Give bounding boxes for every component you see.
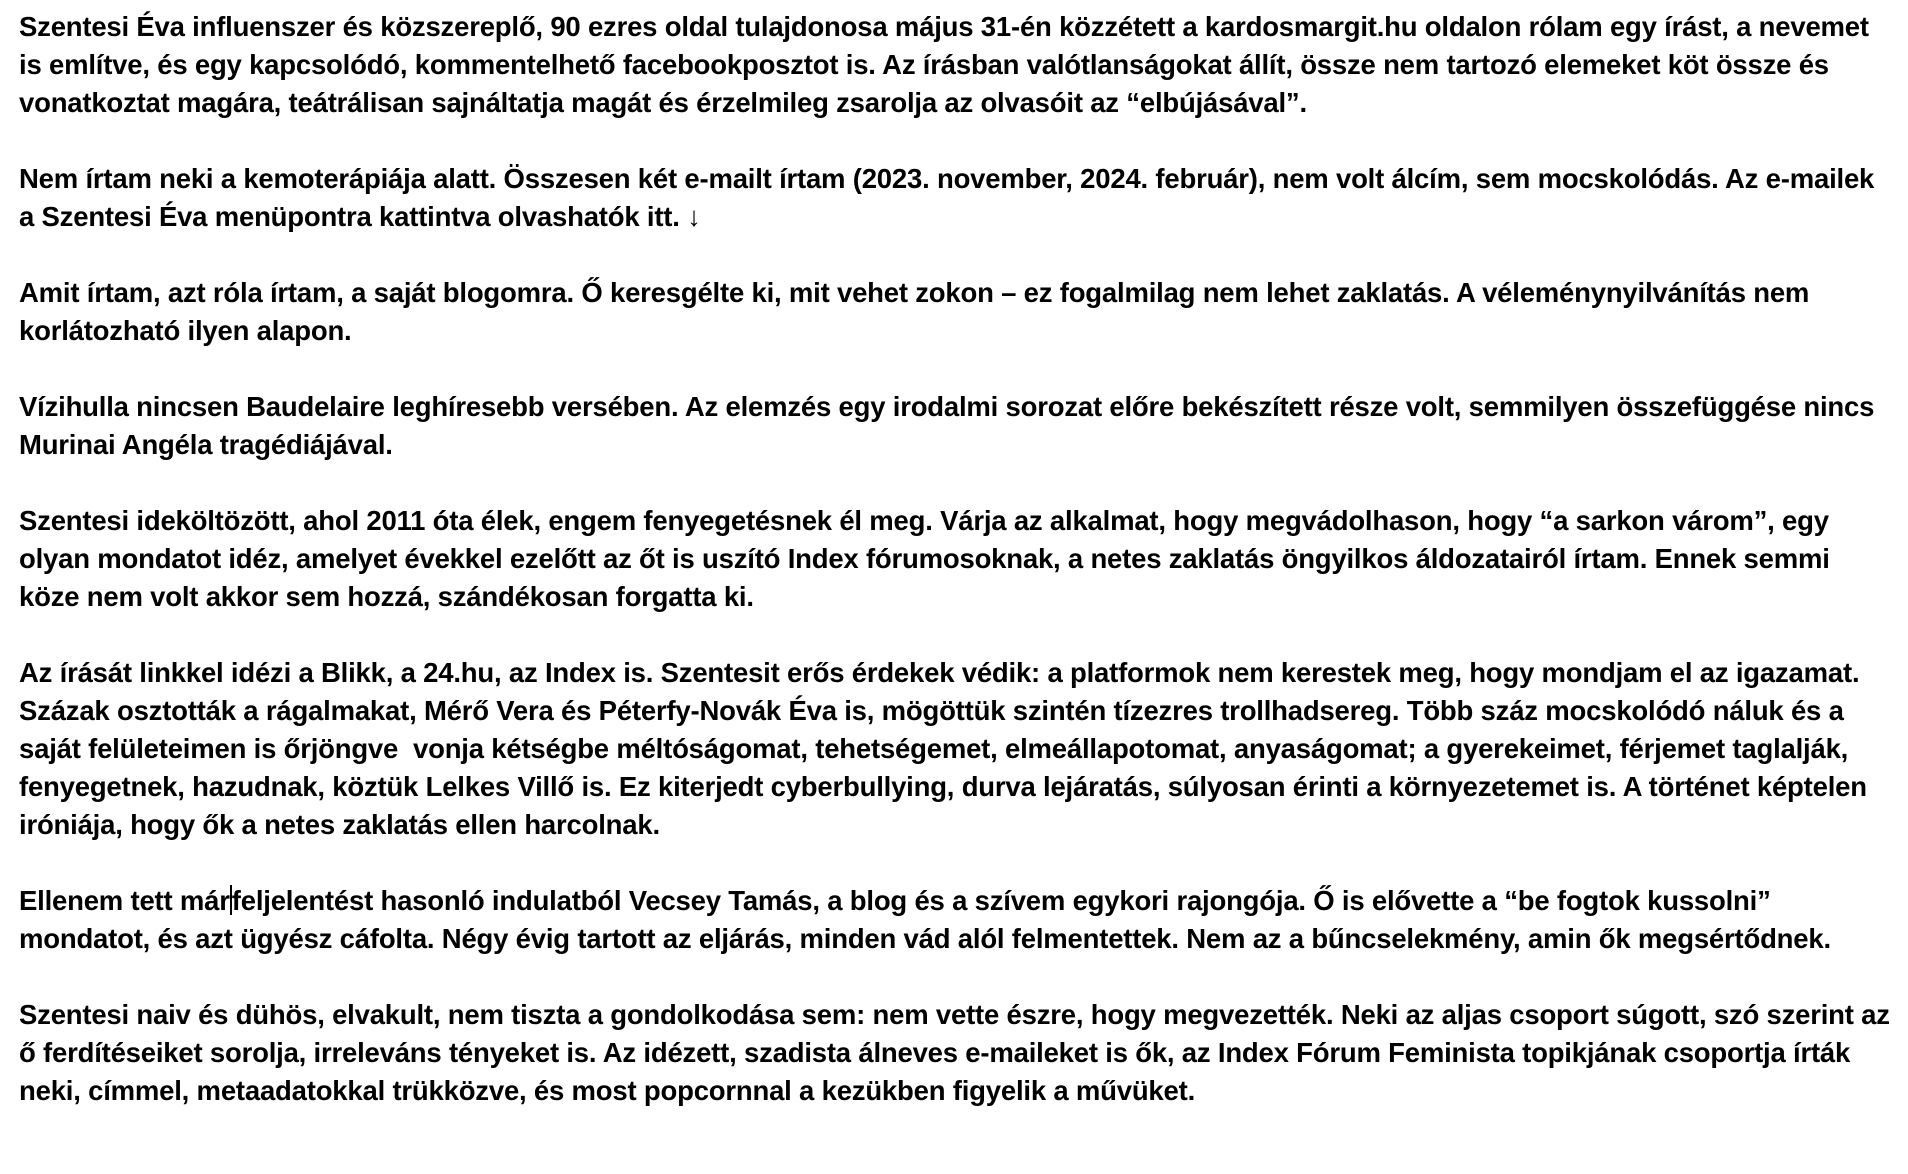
paragraph[interactable]: Amit írtam, azt róla írtam, a saját blogomra. Ő keresgélte ki, mit vehet zokon – ez fogalmilag nem lehet zaklatás. A véleménynyilvánítás nem korlátozható ilyen alapon. [19, 277, 1817, 346]
paragraph[interactable]: Nem írtam neki a kemoterápiája alatt. Összesen két e-mailt írtam (2023. november, 2024. február), nem volt álcím, sem mocskolódás. Az e-mailek a Szentesi Éva menüpontra kattintva olvashatók itt. ↓ [19, 163, 1882, 232]
paragraph[interactable]: Az írását linkkel idézi a Blikk, a 24.hu, az Index is. Szentesit erős érdekek védik: a platformok nem kerestek meg, hogy mondjam el az igazamat. Százak osztották a rágalmakat, Mérő Vera és Péterfy-Novák Éva is, mögöttük szintén tízezres trollhadsereg. Több száz mocskolódó náluk és a saját felületeimen is őrjöngve vonja kétségbe méltóságomat, tehetségemet, elmeállapotomat, anyaságomat; a gyerekeimet, férjemet taglalják, fenyegetnek, hazudnak, köztük Lelkes Villő is. Ez kiterjedt cyberbullying, durva lejáratás, súlyosan érinti a környezetemet is. A történet képtelen iróniája, hogy ők a netes zaklatás ellen harcolnak. [19, 657, 1875, 840]
paragraph[interactable]: Szentesi Éva influenszer és közszereplő, 90 ezres oldal tulajdonosa május 31-én közzétett a kardosmargit.hu oldalon rólam egy írást, a nevemet is említve, és egy kapcsolódó, kommentelhető facebookposztot is. Az írásban valótlanságokat állít, össze nem tartozó elemeket köt össze és vonatkoztat magára, teátrálisan sajnáltatja magát és érzelmileg zsarolja az olvasóit az “elbújásával”. [19, 11, 1877, 118]
paragraph-with-caret[interactable] [19, 882, 1892, 958]
paragraph[interactable]: Szentesi ideköltözött, ahol 2011 óta élek, engem fenyegetésnek él meg. Várja az alkalmat, hogy megvádolhason, hogy “a sarkon várom”, egy olyan mondatot idéz, amelyet évekkel ezelőtt az őt is uszító Index fórumosoknak, a netes zaklatás öngyilkos áldozatairól írtam. Ennek semmi köze nem volt akkor sem hozzá, szándékosan forgatta ki. [19, 505, 1838, 612]
text-after-caret[interactable]: feljelentést hasonló indulatból Vecsey Tamás, a blog és a szívem egykori rajongója. Ő is elővette a “be fogtok kussolni” mondatot, és azt ügyész cáfolta. Négy évig tartott az eljárás, minden vád alól felmentettek. Nem az a bűncselekmény, amin ők megsértődnek. [19, 885, 1831, 954]
text-before-caret[interactable]: Ellenem tett már [19, 885, 230, 916]
paragraph[interactable]: Vízihulla nincsen Baudelaire leghíresebb versében. Az elemzés egy irodalmi sorozat előre bekészített része volt, semmilyen összefüggése nincs Murinai Angéla tragédiájával. [19, 391, 1882, 460]
paragraph[interactable]: Szentesi naiv és dühös, elvakult, nem tiszta a gondolkodása sem: nem vette észre, hogy megvezették. Neki az aljas csoport súgott, szó szerint az ő ferdítéseiket sorolja, irreleváns tényeket is. Az idézett, szadista álneves e-maileket is ők, az Index Fórum Feminista topikjának csoportja írták neki, címmel, metaadatokkal trükközve, és most popcornnal a kezükben figyelik a művüket. [19, 999, 1898, 1106]
